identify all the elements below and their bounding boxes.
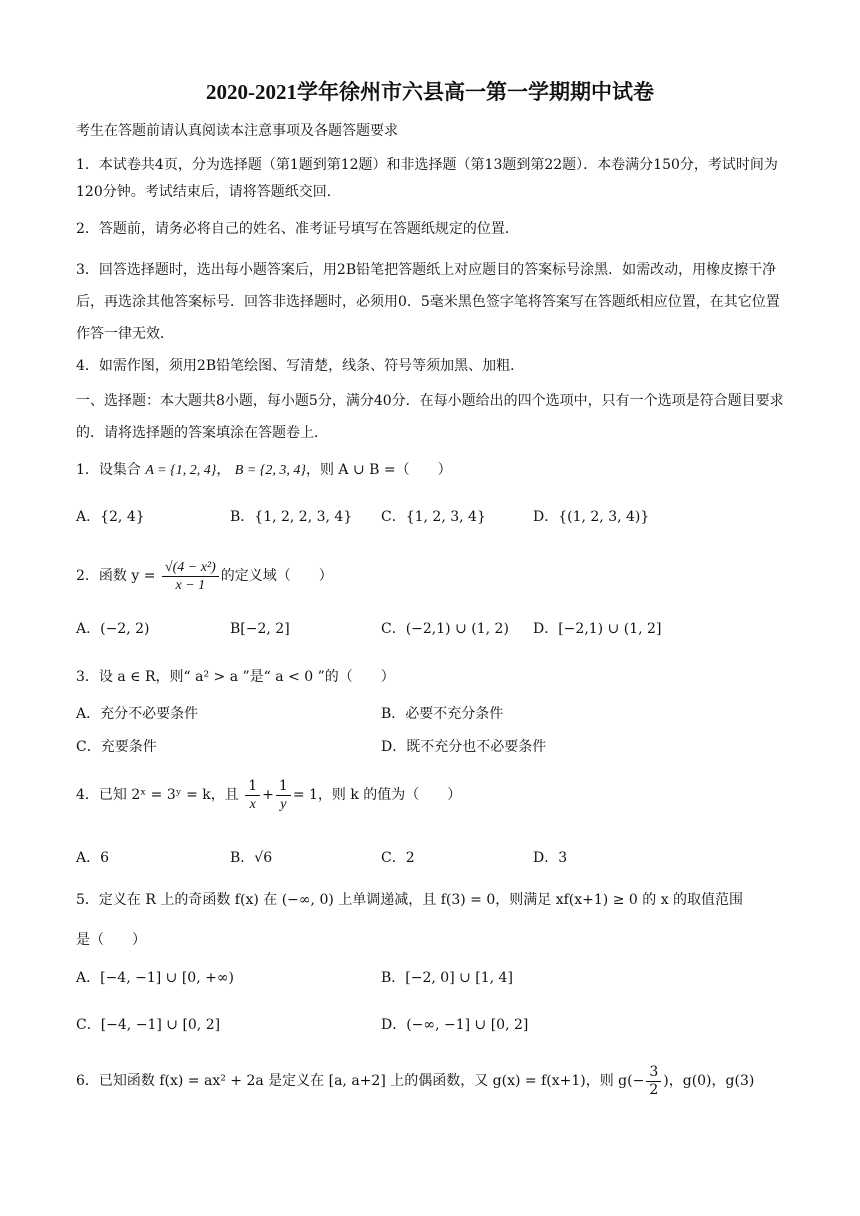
q1-option-a: A．{2, 4} [76, 509, 145, 525]
q5-option-a: A．[−4, −1] ∪ [0, +∞) [76, 970, 234, 986]
q4-option-b: B．√6 [230, 850, 273, 866]
q2-suffix: 的定义域（ ） [220, 568, 333, 584]
q2-option-b: B[−2, 2] [230, 621, 290, 637]
q5-option-d: D．(−∞, −1] ∪ [0, 2] [381, 1017, 529, 1033]
q1-option-d: D．{(1, 2, 3, 4)} [533, 509, 650, 525]
q4-suffix: = 1，则 k 的值为（ ） [292, 787, 462, 803]
q5-option-b: B．[−2, 0] ∪ [1, 4] [381, 970, 513, 986]
q6-frac-num: 3 [646, 1064, 661, 1082]
notice-header: 考生在答题前请认真阅读本注意事项及各题答题要求 [76, 123, 398, 139]
q1-ask: ，则 A ∪ B =（ ） [305, 462, 452, 478]
q1-prefix: 1．设集合 [76, 462, 141, 478]
section-1-instructions: 一、选择题：本大题共8小题，每小题5分，满分40分．在每小题给出的四个选项中，只有一个选项是符合题目要求的．请将选择题的答案填涂在答题卷上． [76, 393, 784, 441]
q4-frac1-num: 1 [245, 778, 260, 796]
q4-option-a: A．6 [76, 850, 110, 866]
exam-title: 2020-2021学年徐州市六县高一第一学期期中试卷 [206, 80, 654, 104]
question-6-stem [76, 1058, 788, 1106]
q3-option-a: A．充分不必要条件 [76, 706, 199, 722]
notice-item-1: 1．本试卷共4页，分为选择题（第1题到第12题）和非选择题（第13题到第22题）．本卷满分150分，考试时间为120分钟。考试结束后，请将答题纸交回． [76, 157, 778, 200]
q4-option-c: C．2 [381, 850, 415, 866]
q1-set-b: B = {2, 3, 4} [234, 463, 306, 478]
q3-option-c: C．充要条件 [76, 739, 157, 755]
q4-frac2-num: 1 [276, 778, 291, 796]
q3-option-b: B．必要不充分条件 [381, 706, 504, 722]
q1-option-c: C．{1, 2, 3, 4} [381, 509, 486, 525]
q4-option-d: D．3 [533, 850, 568, 866]
q2-option-d: D．[−2,1) ∪ (1, 2] [533, 621, 662, 637]
q2-fraction [162, 559, 219, 594]
q3-option-d: D．既不充分也不必要条件 [381, 739, 547, 755]
q4-frac1-den: x [249, 796, 256, 812]
q6-suffix: )，g(0)，g(3) [663, 1073, 755, 1089]
notice-item-4: 4．如需作图，须用2B铅笔绘图、写清楚，线条、符号等须加黑、加粗． [76, 358, 525, 374]
q6-frac-den: 2 [649, 1081, 659, 1098]
question-1-stem: 1．设集合 A = {1, 2, 4}， B = {2, 3, 4}，则 A ∪ B =（ ） [76, 462, 452, 478]
question-4-stem: 4．已知 2ˣ = 3ʸ = k，且 $\frac{1}{x}$ + $\frac{1}{y}$ = 1，则 k 的值为（ ） [76, 777, 462, 812]
q6-fraction [646, 1064, 661, 1099]
q2-option-a: A．(−2, 2) [76, 621, 150, 637]
notice-item-3: 3．回答选择题时，选出每小题答案后，用2B铅笔把答题纸上对应题目的答案标号涂黑．如需改动，用橡皮擦干净后，再选涂其他答案标号．回答非选择题时，必须用0．5毫米黑色签字笔将答案写在答题纸相应位置，在其它位置作答一律无效． [76, 262, 780, 342]
notice-item-2: 2．答题前，请务必将自己的姓名、准考证号填写在答题纸规定的位置． [76, 221, 519, 237]
q5-option-c: C．[−4, −1] ∪ [0, 2] [76, 1017, 221, 1033]
q1-option-b: B．{1, 2, 2, 3, 4} [230, 509, 353, 525]
question-3-stem: 3．设 a ∈ R，则“ a² > a ”是“ a < 0 ”的（ ） [76, 669, 395, 685]
q2-numerator: √(4 − x²) [162, 559, 219, 577]
question-2-stem [76, 552, 788, 604]
q1-set-a: A = {1, 2, 4} [145, 463, 217, 478]
q4-prefix: 4．已知 2ˣ = 3ʸ = k，且 [76, 787, 239, 803]
q4-fraction-2 [276, 778, 291, 813]
q4-frac2-den: y [280, 796, 287, 812]
question-5-stem-line-1: 5．定义在 R 上的奇函数 f(x) 在 (−∞, 0) 上单调递减，且 f(3) = 0，则满足 xf(x+1) ≥ 0 的 x 的取值范围 [76, 892, 744, 908]
q2-option-c: C．(−2,1) ∪ (1, 2) [381, 621, 509, 637]
question-5-stem-line-2: 是（ ） [76, 932, 146, 948]
q4-fraction-1 [245, 778, 260, 813]
q2-denominator: x − 1 [175, 577, 206, 593]
q6-prefix: 6．已知函数 f(x) = ax² + 2a 是定义在 [a, a+2] 上的偶函数，又 g(x) = f(x+1)，则 g(− [76, 1073, 645, 1089]
q2-prefix: 2．函数 y = [76, 568, 156, 584]
